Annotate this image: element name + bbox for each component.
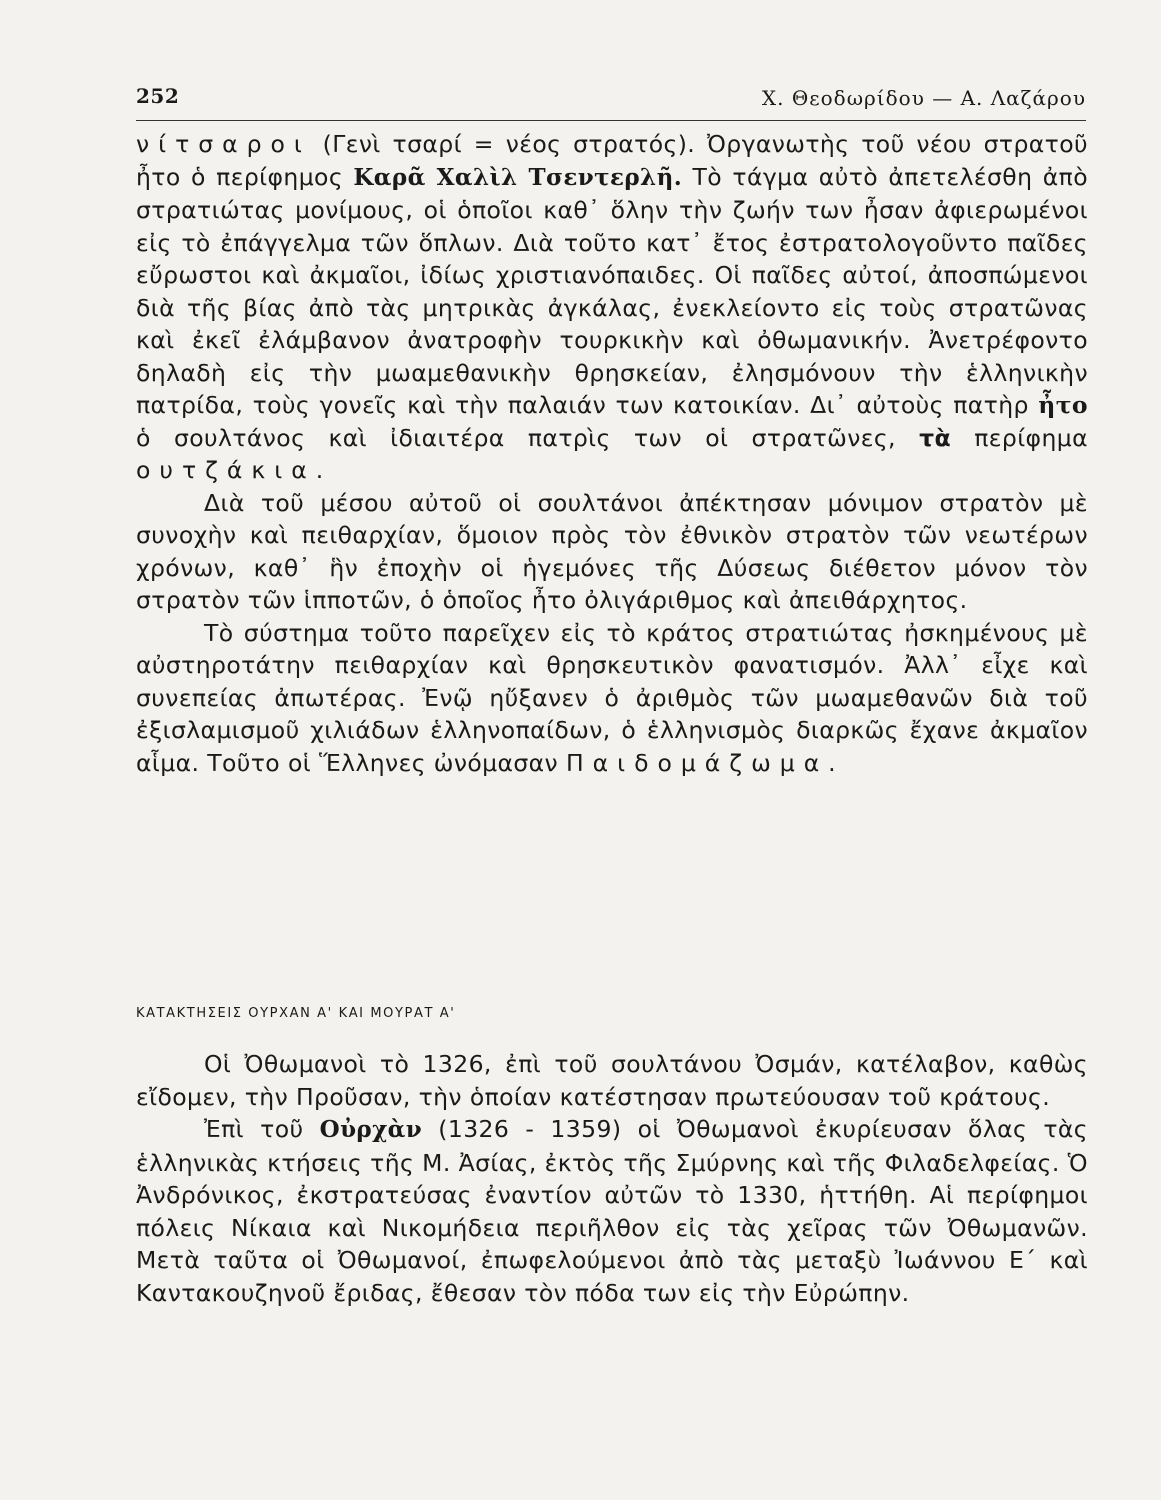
paragraph [136, 128, 1088, 487]
section-heading: ΚΑΤΑΚΤΗΣΕΙΣ ΟΥΡΧΑΝ Α' ΚΑΙ ΜΟΥΡΑΤ Α' [136, 1006, 456, 1021]
text-run: (1326 - 1359) οἱ Ὀθωμανοὶ ἐκυρίευσαν ὅλας τὰς ἑλληνικὰς κτήσεις τῆς Μ. Ἀσίας, ἐκτὸς τῆς Σμύρνης καὶ τῆς Φιλαδελφείας. Ὁ Ἀνδρόνικος, ἐκστρατεύσας ἐναντίον αὐτῶν τὸ 1330, ἡττήθη. Αἱ περίφημοι πόλεις Νίκαια καὶ Νικομήδεια περιῆλθον εἰς τὰς χεῖρας τῶν Ὀθωμανῶν. Μετὰ ταῦτα οἱ Ὀθωμανοί, ἐπωφελούμενοι ἀπὸ τὰς μεταξὺ Ἰωάννου Ε΄ καὶ Καντακουζηνοῦ ἔριδας, ἔθεσαν τὸν πόδα των εἰς τὴν Εὐρώπην. [136, 1115, 1088, 1307]
text-run: ὁ σουλτάνος καὶ ἰδιαιτέρα πατρὶς των οἱ στρατῶνες, [136, 423, 920, 452]
running-header-authors: Χ. Θεοδωρίδου — Α. Λαζάρου [761, 86, 1086, 110]
text-run: Ἐπὶ τοῦ [204, 1115, 320, 1143]
bold-word: τὰ [919, 423, 952, 452]
emphasized-word: νίτσαροι [136, 130, 311, 158]
text-run: περίφημα [951, 423, 1088, 452]
page-number: 252 [136, 84, 180, 108]
emphasized-word: Παιδομάζωμα. [565, 748, 845, 777]
text-block-conquests [136, 1048, 1088, 1309]
paragraph [136, 617, 1088, 780]
paragraph: Διὰ τοῦ μέσου αὐτοῦ οἱ σουλτάνοι ἀπέκτησαν μόνιμον στρατὸν μὲ συνοχὴν καὶ πειθαρχίαν, ὅμοιον πρὸς τὸν ἐθνικὸν στρατὸν τῶν νεωτέρων χρόνων, καθ᾽ ἣν ἐποχὴν οἱ ἡγεμόνες τῆς Δύσεως διέθετον μόνον τὸν στρατὸν τῶν ἱπποτῶν, ὁ ὁποῖος ἦτο ὀλιγάριθμος καὶ ἀπειθάρχητος. [136, 488, 1088, 614]
bold-word: ἦτο [1038, 391, 1088, 419]
paragraph: Οἱ Ὀθωμανοὶ τὸ 1326, ἐπὶ τοῦ σουλτάνου Ὀσμάν, κατέλαβον, καθὼς εἴδομεν, τὴν Προῦσαν, τὴν ὁποίαν κατέστησαν πρωτεύουσαν τοῦ κράτους. [136, 1050, 1088, 1111]
emphasized-word: ουτζάκια. [136, 456, 333, 484]
bold-name: Καρᾶ Χαλὶλ Τσεντερλῆ. [353, 163, 683, 191]
text-run: (Γενὶ τσαρί = νέος στρατός). Ὀργανωτὴς τοῦ νέου στρατοῦ ἦτο ὁ περίφημος [136, 130, 1088, 191]
bold-name: Οὐρχὰν [319, 1116, 423, 1143]
paragraph [136, 1113, 1088, 1309]
text-run: Τὸ τάγμα αὐτὸ ἀπετελέσθη ἀπὸ στρατιώτας μονίμους, οἱ ὁποῖοι καθ᾽ ὅλην τὴν ζωήν των ἦσαν ἀφιερωμένοι εἰς τὸ ἐπάγγελμα τῶν ὅπλων. Διὰ τοῦτο κατ᾽ ἔτος ἐστρατολογοῦντο παῖδες εὔρωστοι καὶ ἀκμαῖοι, ἰδίως χριστιανόπαιδες. Οἱ παῖδες αὐτοί, ἀποσπώμενοι διὰ τῆς βίας ἀπὸ τὰς μητρικὰς ἀγκάλας, ἐνεκλείοντο εἰς τοὺς στρατῶνας καὶ ἐκεῖ ἐλάμβανον ἀνατροφὴν τουρκικὴν καὶ ὀθωμανικήν. Ἀνετρέφοντο δηλαδὴ εἰς τὴν μωαμεθανικὴν θρησκείαν, ἐλησμόνουν τὴν ἑλληνικὴν πατρίδα, τοὺς γονεῖς καὶ τὴν παλαιάν των κατοικίαν. Δι᾽ αὐτοὺς πατὴρ [136, 162, 1088, 419]
running-header [136, 84, 1086, 121]
text-block-janissaries [136, 128, 1088, 779]
text-run: Τὸ σύστημα τοῦτο παρεῖχεν εἰς τὸ κράτος στρατιώτας ἠσκημένους μὲ αὐστηροτάτην πειθαρχίαν καὶ θρησκευτικὸν φανατισμόν. Ἀλλ᾽ εἶχε καὶ συνεπείας ἀπωτέρας. Ἐνῷ ηὔξανεν ὁ ἀριθμὸς τῶν μωαμεθανῶν διὰ τοῦ ἐξισλαμισμοῦ χιλιάδων ἑλληνοπαίδων, ὁ ἑλληνισμὸς διαρκῶς ἔχανε ἀκμαῖον αἷμα. Τοῦτο οἱ Ἕλληνες ὠνόμασαν [136, 618, 1088, 777]
